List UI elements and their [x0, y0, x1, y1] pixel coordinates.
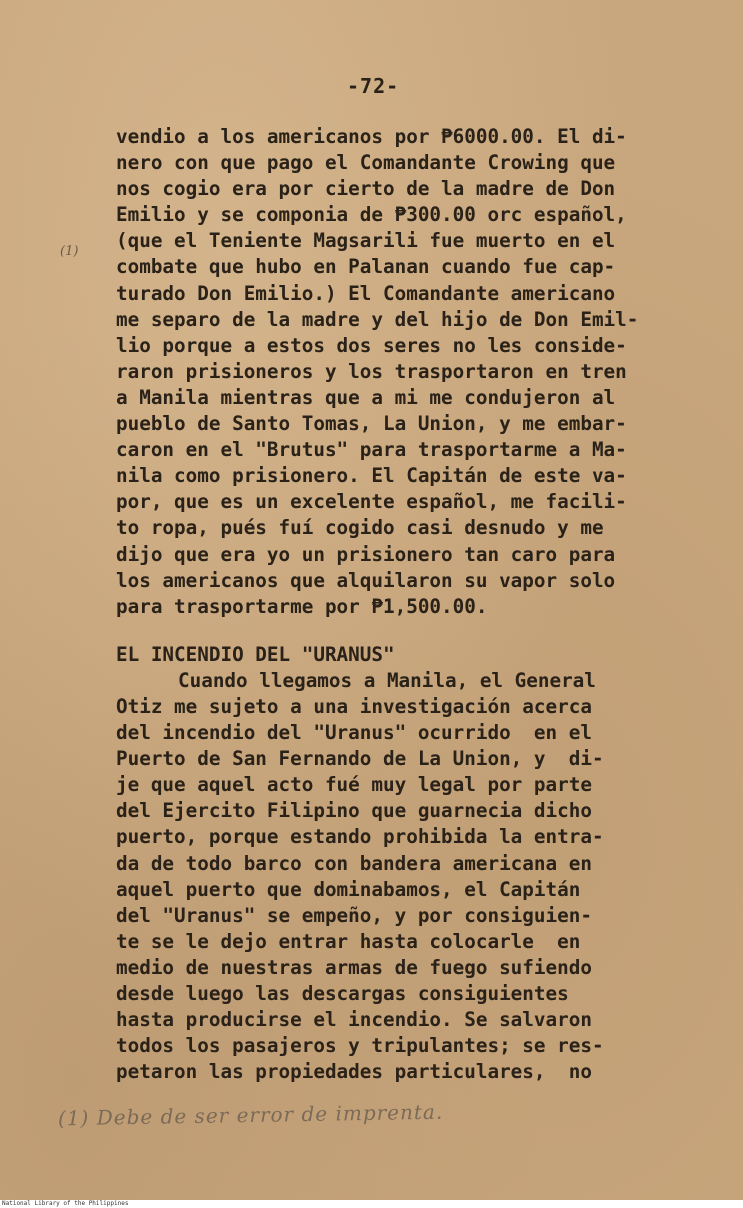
paragraph-gap	[116, 620, 696, 642]
text-line: todos los pasajeros y tripulantes; se res-	[116, 1034, 604, 1058]
text-line: los americanos que alquilaron su vapor solo	[116, 568, 616, 592]
body-text	[116, 124, 696, 1085]
text-line: nila como prisionero. El Capitán de este va-	[116, 464, 627, 488]
text-line: del incendio del "Uranus" ocurrido en el	[116, 721, 592, 745]
text-line: (que el Teniente Magsarili fue muerto en el	[116, 229, 616, 253]
text-line: Cuando llegamos a Manila, el General	[178, 668, 596, 692]
text-line: raron prisioneros y los trasportaron en tren	[116, 359, 627, 383]
text-line: combate que hubo en Palanan cuando fue cap-	[116, 255, 616, 279]
text-line: medio de nuestras armas de fuego sufiendo	[116, 955, 592, 979]
text-line: desde luego las descargas consiguientes	[116, 982, 569, 1005]
text-line: me separo de la madre y del hijo de Don Emil-	[116, 307, 639, 331]
text-line: del "Uranus" se empeño, y por consiguien-	[116, 903, 592, 927]
text-line: aquel puerto que dominabamos, el Capitán	[116, 877, 581, 901]
text-line: lio porque a estos dos seres no les conside-	[116, 333, 627, 357]
text-line: pueblo de Santo Tomas, La Union, y me embar-	[116, 412, 627, 436]
text-line: Puerto de San Fernando de La Union, y di-	[116, 747, 604, 771]
text-line: Emilio y se componia de ₱300.00 orc español,	[116, 203, 627, 227]
margin-note: (1)	[60, 244, 79, 259]
text-line: je que aquel acto fué muy legal por parte	[116, 773, 592, 797]
handwritten-footnote: (1) Debe de ser error de imprenta.	[57, 1099, 444, 1131]
text-line: del Ejercito Filipino que guarnecia dicho	[116, 799, 592, 823]
text-line: para trasportarme por ₱1,500.00.	[116, 594, 488, 618]
text-line: to ropa, pués fuí cogido casi desnudo y me	[116, 516, 604, 540]
library-credit: National Library of the Philippines	[2, 1200, 129, 1207]
text-line: te se le dejo entrar hasta colocarle en	[116, 929, 581, 953]
text-line: nero con que pago el Comandante Crowing que	[116, 151, 616, 175]
text-line: da de todo barco con bandera americana en	[116, 851, 592, 875]
text-line: a Manila mientras que a mi me condujeron al	[116, 385, 616, 409]
section-title: EL INCENDIO DEL "URANUS"	[116, 642, 395, 666]
text-line: vendio a los americanos por ₱6000.00. El di-	[116, 125, 627, 148]
text-line: caron en el "Brutus" para trasportarme a Ma-	[116, 438, 627, 462]
text-line: turado Don Emilio.) El Comandante americano	[116, 281, 616, 305]
text-line: puerto, porque estando prohibida la entra-	[116, 825, 604, 849]
text-line: Otiz me sujeto a una investigación acerca	[116, 694, 592, 718]
text-line: dijo que era yo un prisionero tan caro para	[116, 542, 616, 566]
page-number: -72-	[347, 74, 400, 98]
text-line: hasta producirse el incendio. Se salvaron	[116, 1008, 592, 1032]
text-line: petaron las propiedades particulares, no	[116, 1060, 592, 1084]
text-line: nos cogio era por cierto de la madre de Don	[116, 177, 616, 201]
paragraph-2	[116, 668, 696, 1086]
text-line: por, que es un excelente español, me facili-	[116, 490, 627, 514]
paragraph-1	[116, 124, 696, 620]
